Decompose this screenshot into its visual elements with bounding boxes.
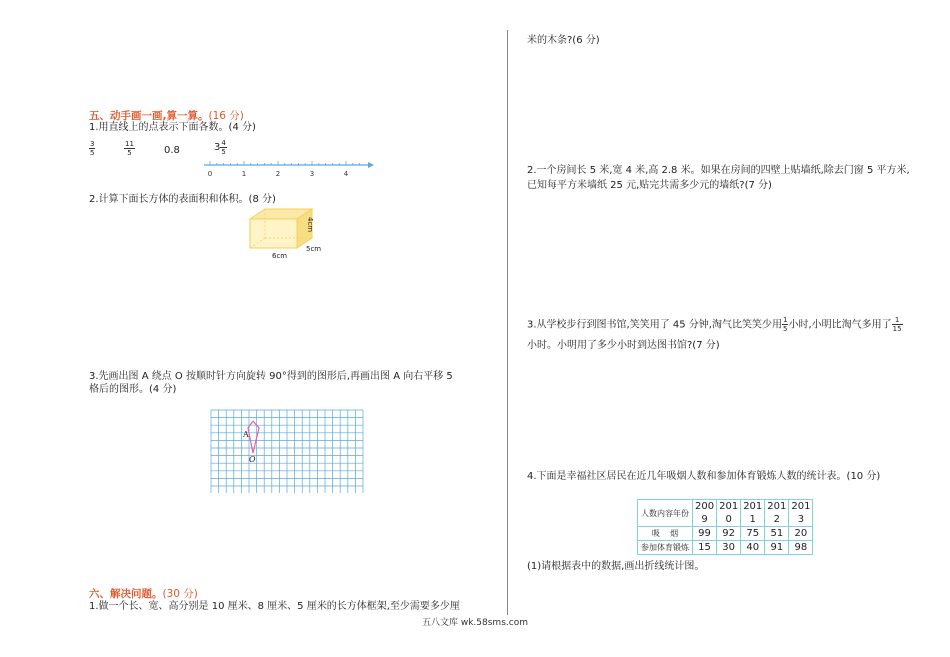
problem-1-continued: 米的木条?(6 分) — [527, 35, 600, 46]
problem-3-line1 — [527, 316, 903, 333]
problem-4-text: 4.下面是幸福社区居民在近几年吸烟人数和参加体育锻炼人数的统计表。(10 分) — [527, 471, 881, 482]
p3-frac1-num: 1 — [782, 316, 788, 324]
frac-b-den: 5 — [127, 149, 132, 157]
question-2-text: 2.计算下面长方体的表面积和体积。(8 分) — [89, 194, 276, 205]
year-cell — [693, 500, 717, 527]
q1-frac-b — [124, 140, 135, 157]
mixed-num: 4 — [221, 139, 226, 147]
grid-label-a: A — [243, 430, 249, 439]
column-divider — [507, 30, 508, 615]
numberline-tick-label: 4 — [343, 170, 349, 178]
table-row — [638, 541, 813, 555]
numberline-tick-label: 0 — [207, 170, 213, 178]
question-3-line1: 3.先画出图 A 绕点 O 按顺时针方向旋转 90°得到的图形后,再画出图 A 向右平移 5 — [89, 371, 453, 382]
year-bottom: 2 — [773, 514, 781, 525]
frac-b-num: 11 — [125, 140, 134, 148]
numberline-tick-label: 1 — [241, 170, 247, 178]
problem-2-line1: 2.一个房间长 5 米,宽 4 米,高 2.8 米。如果在房间的四壁上贴墙纸,除去门窗 5 平方米, — [527, 165, 910, 176]
table-cell: 30 — [717, 541, 741, 555]
frac-a-den: 5 — [90, 149, 95, 157]
numberline-tick-label: 2 — [275, 170, 281, 178]
table-cell: 40 — [741, 541, 765, 555]
table-header-label: 人数内容年份 — [638, 500, 693, 527]
year-top: 201 — [767, 501, 787, 512]
row-label-smoking: 吸 烟 — [638, 527, 693, 541]
problem-1-text: 1.做一个长、宽、高分别是 10 厘米、8 厘米、5 厘米的长方体框架,至少需要多少厘 — [89, 601, 460, 612]
problem-2-line2: 已知每平方米墙纸 25 元,贴完共需多少元的墙纸?(7 分) — [527, 180, 772, 191]
statistics-table — [637, 499, 813, 555]
table-row — [638, 527, 813, 541]
question-1-text: 1.用直线上的点表示下面各数。(4 分) — [89, 122, 256, 133]
frac-a-num: 3 — [90, 140, 95, 148]
year-top: 200 — [695, 501, 715, 512]
year-cell — [717, 500, 741, 527]
year-bottom: 0 — [725, 514, 732, 525]
table-cell: 75 — [741, 527, 765, 541]
table-cell: 99 — [693, 527, 717, 541]
row-label-exercise: 参加体育锻炼 — [638, 541, 693, 555]
cuboid-height-label: 4cm — [306, 217, 314, 233]
year-top: 201 — [791, 501, 811, 512]
numberline-tick-label: 3 — [309, 170, 315, 178]
grid-label-o: O — [249, 455, 256, 464]
year-bottom: 9 — [701, 514, 708, 525]
year-bottom: 3 — [797, 514, 805, 525]
table-cell: 98 — [789, 541, 813, 555]
table-cell: 20 — [789, 527, 813, 541]
q1-frac-a — [89, 140, 95, 157]
q1-mixed-number — [214, 139, 227, 156]
year-cell — [765, 500, 789, 527]
year-top: 201 — [743, 501, 763, 512]
problem-3-frac-2 — [892, 316, 903, 333]
section-5-title: 五、动手画一画,算一算。 — [89, 110, 209, 122]
p3-frac2-num: 1 — [892, 316, 903, 325]
problem-3-part-b: 小时,小明比淘气多用了 — [788, 319, 892, 331]
year-top: 201 — [719, 501, 739, 512]
problem-4-sub-1: (1)请根据表中的数据,画出折线统计图。 — [527, 561, 705, 572]
number-line — [200, 156, 375, 180]
table-header-row — [638, 500, 813, 527]
p3-frac2-den: 15 — [892, 325, 902, 333]
question-3-line2: 格后的图形。(4 分) — [89, 384, 177, 395]
section-5-score: (16 分) — [208, 110, 244, 122]
mixed-den: 5 — [221, 148, 226, 156]
section-6-heading — [89, 586, 198, 601]
page-footer: 五八文库 wk.58sms.com — [422, 618, 528, 628]
problem-3-part-a: 3.从学校步行到图书馆,笑笑用了 45 分钟,淘气比笑笑少用 — [527, 319, 782, 331]
section-6-title: 六、解决问题。 — [89, 588, 163, 600]
table-cell: 15 — [693, 541, 717, 555]
table-cell: 51 — [765, 527, 789, 541]
year-cell — [741, 500, 765, 527]
q1-decimal: 0.8 — [164, 145, 180, 156]
year-cell — [789, 500, 813, 527]
cuboid-width-label: 5cm — [306, 245, 322, 253]
problem-3-line2: 小时。小明用了多少小时到达图书馆?(7 分) — [527, 340, 720, 351]
mixed-whole: 3 — [214, 142, 221, 153]
table-cell: 91 — [765, 541, 789, 555]
rotation-grid — [210, 409, 364, 493]
year-bottom: 1 — [749, 514, 756, 525]
table-cell: 92 — [717, 527, 741, 541]
cuboid-length-label: 6cm — [272, 252, 288, 260]
section-6-score: (30 分) — [162, 588, 198, 600]
p3-frac1-den: 5 — [782, 325, 788, 333]
